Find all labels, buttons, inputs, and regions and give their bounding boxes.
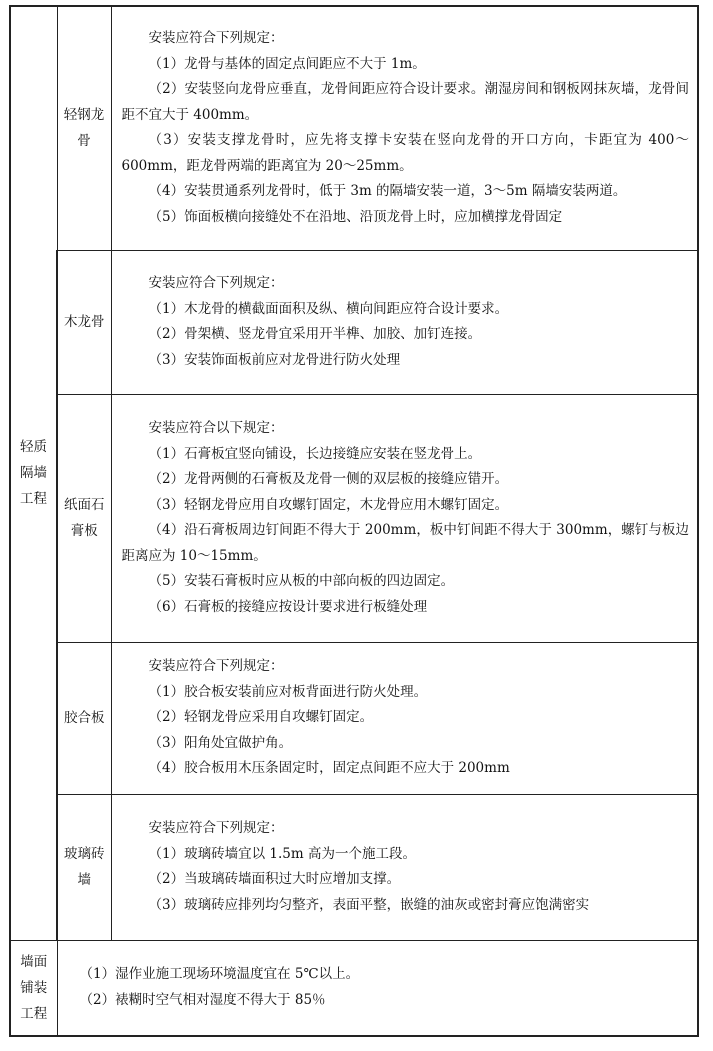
content-line: 安装应符合下列规定： bbox=[148, 30, 284, 47]
category-label: 墙面铺装工程 bbox=[20, 953, 48, 1022]
category-label: 轻质隔墙工程 bbox=[19, 439, 47, 508]
subsection-cell-wood-keel bbox=[57, 250, 111, 394]
spec-table bbox=[9, 5, 699, 1037]
content-line: 安装应符合下列规定： bbox=[148, 658, 284, 675]
subsection-label: 木龙骨 bbox=[64, 314, 105, 330]
content-line: （1）龙骨与基体的固定点间距应不大于 1m。 bbox=[148, 55, 426, 72]
content-cell-light-steel-keel bbox=[111, 6, 698, 250]
content-line: （5）安装石膏板时应从板的中部向板的四边固定。 bbox=[148, 573, 455, 589]
table-row bbox=[10, 250, 698, 394]
category-cell-wall-covering bbox=[10, 940, 57, 1036]
content-line: （2）安装竖向龙骨应垂直，龙骨间距应符合设计要求。潮湿房间和钢板网抹灰墙，龙骨间距不宜大于 400mm。 bbox=[121, 81, 689, 123]
subsection-cell-glass-brick bbox=[57, 794, 111, 940]
content-line: （6）石膏板的接缝应按设计要求进行板缝处理 bbox=[148, 598, 428, 615]
subsection-label: 胶合板 bbox=[64, 710, 105, 726]
content-cell-glass-brick bbox=[111, 794, 698, 940]
content-line: （1）湿作业施工现场环境温度宜在 5℃以上。 bbox=[79, 966, 360, 983]
table-row bbox=[10, 6, 698, 250]
content-line: 安装应符合下列规定： bbox=[148, 820, 284, 836]
content-line: （2）骨架横、竖龙骨宜采用开半榫、加胶、加钉连接。 bbox=[148, 326, 482, 342]
subsection-label: 玻璃砖墙 bbox=[64, 846, 105, 888]
content-line: （1）木龙骨的横截面面积及纵、横向间距应符合设计要求。 bbox=[148, 300, 509, 317]
subsection-label: 纸面石膏板 bbox=[64, 497, 105, 539]
content-line: （1）石膏板宜竖向铺设，长边接缝应安装在竖龙骨上。 bbox=[148, 445, 482, 462]
content-line: （3）安装支撑龙骨时，应先将支撑卡安装在竖向龙骨的开口方向，卡距宜为 400～600mm，距龙骨两端的距离宜为 20～25mm。 bbox=[121, 132, 689, 174]
content-cell-wood-keel bbox=[111, 250, 698, 394]
subsection-label: 轻钢龙骨 bbox=[63, 107, 105, 150]
content-line: （2）裱糊时空气相对湿度不得大于 85％ bbox=[79, 991, 326, 1008]
content-line: 安装应符合以下规定： bbox=[148, 420, 284, 436]
content-line: （2）当玻璃砖墙面积过大时应增加支撑。 bbox=[148, 871, 401, 887]
content-line: （4）胶合板用木压条固定时，固定点间距不应大于 200mm bbox=[148, 760, 510, 777]
table-row bbox=[10, 794, 698, 940]
category-cell-light-partition bbox=[10, 6, 57, 940]
content-line: （4）沿石膏板周边钉间距不得大于 200mm，板中钉间距不得大于 300mm，螺钉与板边距离应为 10～15mm。 bbox=[121, 522, 689, 564]
subsection-cell-gypsum-board bbox=[57, 394, 111, 642]
content-line: （5）饰面板横向接缝处不在沿地、沿顶龙骨上时，应加横撑龙骨固定 bbox=[148, 208, 563, 225]
content-line: （2）轻钢龙骨应采用自攻螺钉固定。 bbox=[148, 709, 374, 726]
content-line: （2）龙骨两侧的石膏板及龙骨一侧的双层板的接缝应错开。 bbox=[148, 471, 509, 487]
content-line: （1）玻璃砖墙宜以 1.5m 高为一个施工段。 bbox=[148, 845, 416, 862]
subsection-cell-light-steel-keel bbox=[57, 6, 111, 250]
content-cell-gypsum-board bbox=[111, 394, 698, 642]
content-cell-wall-covering bbox=[57, 940, 698, 1036]
content-line: （1）胶合板安装前应对板背面进行防火处理。 bbox=[148, 683, 428, 700]
content-line: （3）阳角处宜做护角。 bbox=[148, 734, 293, 751]
content-line: （3）玻璃砖应排列均匀整齐，表面平整，嵌缝的油灰或密封膏应饱满密实 bbox=[148, 896, 590, 913]
content-line: （4）安装贯通系列龙骨时，低于 3m 的隔墙安装一道，3～5m 隔墙安装两道。 bbox=[148, 183, 627, 200]
table-row bbox=[10, 642, 698, 794]
content-line: （3）轻钢龙骨应用自攻螺钉固定，木龙骨应用木螺钉固定。 bbox=[148, 496, 509, 513]
content-line: （3）安装饰面板前应对龙骨进行防火处理 bbox=[148, 351, 401, 368]
content-cell-plywood bbox=[111, 642, 698, 794]
subsection-cell-plywood bbox=[57, 642, 111, 794]
table-row bbox=[10, 940, 698, 1036]
content-line: 安装应符合下列规定： bbox=[148, 275, 284, 291]
table-row bbox=[10, 394, 698, 642]
